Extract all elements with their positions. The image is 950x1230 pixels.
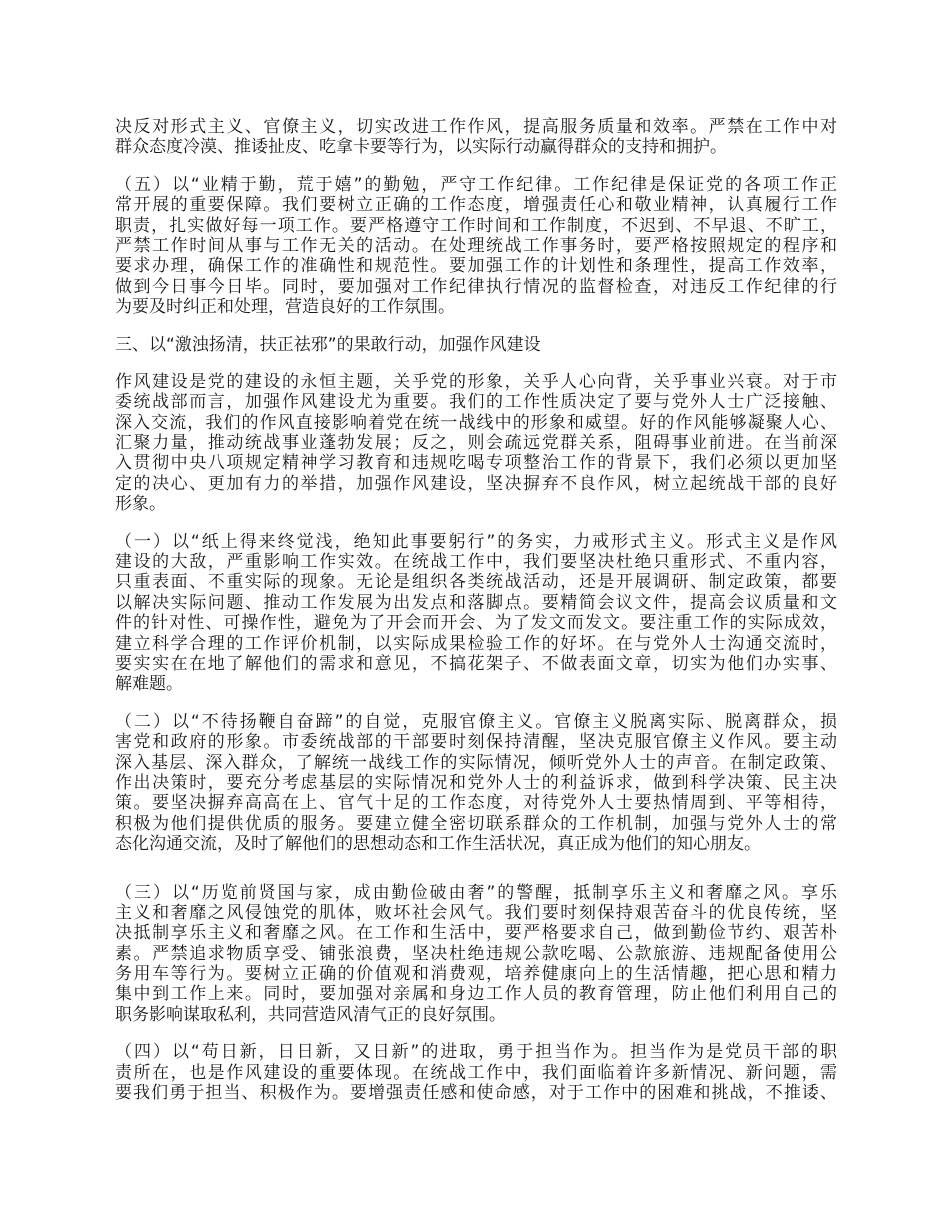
text-line: 作出决策时，要充分考虑基层的实际情况和党外人士的利益诉求，做到科学决策、民主决: [115, 772, 837, 793]
text-line: 职责，扎实做好每一项工作。要严格遵守工作时间和工作制度，不迟到、不早退、不旷工，: [115, 215, 837, 236]
text-line: 只重表面、不重实际的现象。无论是组织各类统战活动，还是开展调研、制定政策，都要: [115, 572, 837, 593]
text-line: 常开展的重要保障。我们要树立正确的工作态度，增强责任心和敬业精神，认真履行工作: [115, 195, 837, 216]
text-line: 决反对形式主义、官僚主义，切实改进工作作风，提高服务质量和效率。严禁在工作中对: [115, 117, 837, 137]
text-line: 素。严禁追求物质享受、铺张浪费，坚决杜绝违规公款吃喝、公款旅游、违规配备使用公: [115, 943, 837, 964]
text-line: 定的决心、更加有力的举措，加强作风建设，坚决摒弃不良作风，树立起统战干部的良好: [115, 473, 837, 494]
text-line: 决抵制享乐主义和奢靡之风。在工作和生活中，要严格要求自己，做到勤俭节约、艰苦朴: [115, 923, 837, 944]
text-line: 严禁工作时间从事与工作无关的活动。在处理统战工作事务时，要严格按照规定的程序和: [115, 235, 837, 256]
text-line: 件的针对性、可操作性，避免为了开会而开会、为了发文而发文。要注重工作的实际成效，: [115, 613, 837, 634]
paragraph-item-5: [115, 175, 837, 318]
text-line: 作风建设是党的建设的永恒主题，关乎党的形象，关乎人心向背，关乎事业兴衰。对于市: [115, 371, 837, 392]
text-line: 三、以“激浊扬清，扶正祛邪”的果敢行动，加强作风建设: [115, 334, 541, 355]
text-line: （一）以“纸上得来终觉浅，绝知此事要躬行”的务实，力戒形式主义。形式主义是作风: [115, 531, 837, 552]
text-line: 深入交流，我们的作风直接影响着党在统一战线中的形象和威望。好的作风能够凝聚人心、: [115, 412, 837, 433]
paragraph-item-3: [115, 883, 837, 1026]
text-line: 形象。: [115, 494, 166, 515]
paragraph-item-1: [115, 532, 837, 695]
text-line: 做到今日事今日毕。同时，要加强对工作纪律执行情况的监督检查，对违反工作纪律的行: [115, 276, 837, 297]
text-line: 要实实在在地了解他们的需求和意见，不搞花架子、不做表面文章，切实为他们办实事、: [115, 653, 837, 674]
text-line: 为要及时纠正和处理，营造良好的工作氛围。: [115, 297, 455, 318]
section-heading-3: [115, 335, 837, 355]
text-line: 委统战部而言，加强作风建设尤为重要。我们的工作性质决定了要与党外人士广泛接触、: [115, 392, 837, 413]
text-line: 深入基层、深入群众，了解统一战线工作的实际情况，倾听党外人士的声音。在制定政策、: [115, 752, 837, 773]
text-line: 要我们勇于担当、积极作为。要增强责任感和使命感，对于工作中的困难和挑战，不推诿、: [115, 1083, 837, 1104]
text-line: （五）以“业精于勤，荒于嬉”的勤勉，严守工作纪律。工作纪律是保证党的各项工作正: [115, 174, 837, 195]
text-line: 群众态度冷漠、推诿扯皮、吃拿卡要等行为，以实际行动赢得群众的支持和拥护。: [115, 137, 727, 158]
text-line: 务用车等行为。要树立正确的价值观和消费观，培养健康向上的生活情趣，把心思和精力: [115, 964, 837, 985]
text-line: 建立科学合理的工作评价机制，以实际成果检验工作的好坏。在与党外人士沟通交流时，: [115, 633, 837, 654]
text-line: （二）以“不待扬鞭自奋蹄”的自觉，克服官僚主义。官僚主义脱离实际、脱离群众，损: [115, 711, 837, 732]
text-line: 入贯彻中央八项规定精神学习教育和违规吃喝专项整治工作的背景下，我们必须以更加坚: [115, 453, 837, 474]
text-line: 解难题。: [115, 674, 183, 695]
text-line: 主义和奢靡之风侵蚀党的肌体，败坏社会风气。我们要时刻保持艰苦奋斗的优良传统，坚: [115, 902, 837, 923]
text-line: 态化沟通交流，及时了解他们的思想动态和工作生活状况，真正成为他们的知心朋友。: [115, 834, 761, 855]
text-line: 害党和政府的形象。市委统战部的干部要时刻保持清醒，坚决克服官僚主义作风。要主动: [115, 732, 837, 753]
text-line: 职务影响谋取私利，共同营造风清气正的良好氛围。: [115, 1004, 506, 1025]
paragraph-intro: [115, 372, 837, 515]
text-line: 汇聚力量，推动统战事业蓬勃发展；反之，则会疏远党群关系，阻碍事业前进。在当前深: [115, 433, 837, 454]
text-line: 策。要坚决摒弃高高在上、官气十足的工作态度，对待党外人士要热情周到、平等相待，: [115, 793, 837, 814]
text-line: 建设的大敌，严重影响工作实效。在统战工作中，我们要坚决杜绝只重形式、不重内容，: [115, 552, 837, 573]
text-line: 以解决实际问题、推动工作发展为出发点和落脚点。要精简会议文件，提高会议质量和文: [115, 592, 837, 613]
paragraph-item-2: [115, 712, 837, 855]
text-line: （四）以“苟日新，日日新，又日新”的进取，勇于担当作为。担当作为是党员干部的职: [115, 1042, 837, 1063]
text-line: 要求办理，确保工作的准确性和规范性。要加强工作的计划性和条理性，提高工作效率，: [115, 256, 837, 277]
paragraph-continuation: [115, 117, 837, 158]
document-page: [115, 117, 837, 1120]
text-line: 集中到工作上来。同时，要加强对亲属和身边工作人员的教育管理，防止他们利用自己的: [115, 984, 837, 1005]
text-line: （三）以“历览前贤国与家，成由勤俭破由奢”的警醒，抵制享乐主义和奢靡之风。享乐: [115, 882, 837, 903]
paragraph-item-4: [115, 1042, 837, 1103]
text-line: 责所在，也是作风建设的重要体现。在统战工作中，我们面临着许多新情况、新问题，需: [115, 1062, 837, 1083]
text-line: 积极为他们提供优质的服务。要建立健全密切联系群众的工作机制，加强与党外人士的常: [115, 813, 837, 834]
